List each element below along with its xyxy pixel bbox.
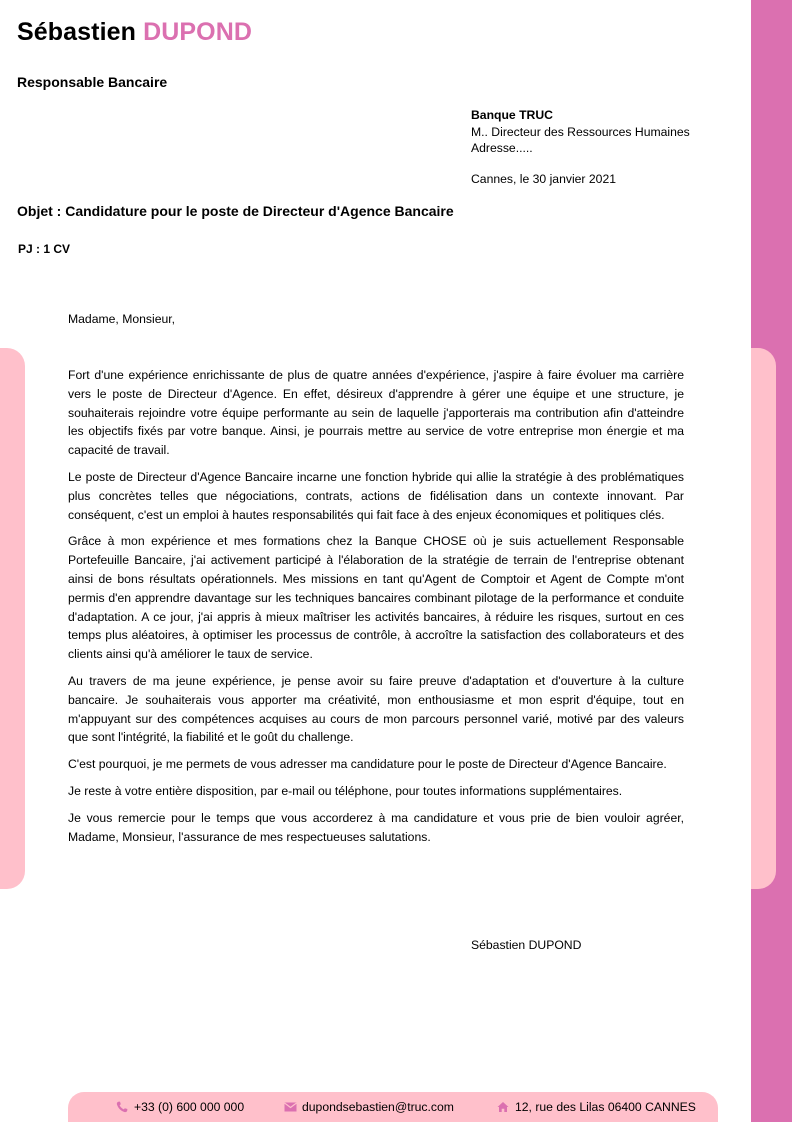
recipient-address: Adresse..... [471, 141, 533, 155]
letter-subject: Objet : Candidature pour le poste de Directeur d'Agence Bancaire [17, 203, 454, 219]
footer-phone [116, 1100, 244, 1114]
letter-date: Cannes, le 30 janvier 2021 [471, 172, 616, 186]
contact-footer [68, 1092, 718, 1122]
phone-icon [116, 1101, 128, 1113]
recipient-bank: Banque TRUC [471, 108, 553, 122]
postal-address: 12, rue des Lilas 06400 CANNES [515, 1100, 696, 1114]
envelope-icon [284, 1101, 296, 1113]
attachment-note: PJ : 1 CV [18, 242, 71, 256]
home-icon [497, 1101, 509, 1113]
recipient-block [471, 107, 690, 157]
first-name: Sébastien [17, 18, 137, 46]
paragraph: Fort d'une expérience enrichissante de plus de quatre années d'expérience, j'aspire à faire évoluer ma carrière vers le poste de Directeur d'Agence. En effet, désireux d'apprendre à gérer une équipe et une structure, je souhaiterais rejoindre votre équipe performante au sein de laquelle j'apporterais ma contribution afin d'atteindre les objectifs fixés par votre banque. Ainsi, je pourrais mettre au service de votre entreprise mon énergie et ma capacité de travail. [68, 368, 684, 458]
footer-email [284, 1100, 454, 1114]
sender-role: Responsable Bancaire [17, 74, 168, 90]
paragraph: Je reste à votre entière disposition, par e-mail ou téléphone, pour toutes informations supplémentaires. [68, 783, 623, 798]
footer-address [497, 1100, 696, 1114]
last-name: DUPOND [143, 18, 252, 46]
paragraph: Le poste de Directeur d'Agence Bancaire incarne une fonction hybride qui allie la stratégie à des problématiques plus concrètes telles que négociations, contrats, actions de fidélisation dans un contexte innovant. Par conséquent, c'est un emploi à hautes responsabilités qui fait face à des enjeux économiques et politiques clés. [68, 469, 684, 522]
paragraph: Grâce à mon expérience et mes formations chez la Banque CHOSE où je suis actuellement Responsable Portefeuille Bancaire, j'ai activement participé à l'élaboration de la stratégie de terrain de l'entreprise obtenant ainsi de bons résultats opérationnels. Mes missions en tant qu'Agent de Comptoir et Agent de Compte m'ont permis d'en apprendre davantage sur les techniques bancaires combinant pilotage de la performance et conduite d'adaptation. A ce jour, j'ai appris à mieux maîtriser les activités bancaires, à réduire les risques, surtout en ces temps plus aléatoires, à optimiser les processus de contrôle, à accroître la satisfaction des collaborateurs et des clients ainsi qu'à améliorer le taux de service. [68, 534, 684, 662]
signature: Sébastien DUPOND [471, 938, 582, 952]
left-decorative-block [0, 348, 25, 889]
letter-body [68, 366, 684, 854]
sender-name [17, 18, 252, 47]
paragraph: C'est pourquoi, je me permets de vous adresser ma candidature pour le poste de Directeur d'Agence Bancaire. [68, 757, 667, 772]
right-decorative-block [751, 348, 776, 889]
recipient-contact: M.. Directeur des Ressources Humaines [471, 124, 690, 139]
phone-number: +33 (0) 600 000 000 [134, 1100, 245, 1114]
email-address: dupondsebastien@truc.com [302, 1100, 454, 1114]
greeting: Madame, Monsieur, [68, 312, 176, 326]
paragraph: Je vous remercie pour le temps que vous accorderez à ma candidature et vous prie de bien vouloir agréer, Madame, Monsieur, l'assurance de mes respectueuses salutations. [68, 810, 684, 844]
paragraph: Au travers de ma jeune expérience, je pense avoir su faire preuve d'adaptation et d'ouverture à la culture bancaire. Je souhaiterais vous apporter ma créativité, mon enthousiasme et mon esprit d'équipe, tout en m'appuyant sur des compétences acquises au cours de mon parcours personnel varié, motivé par des valeurs que sont l'intégrité, la fiabilité et le goût du challenge. [68, 673, 684, 745]
